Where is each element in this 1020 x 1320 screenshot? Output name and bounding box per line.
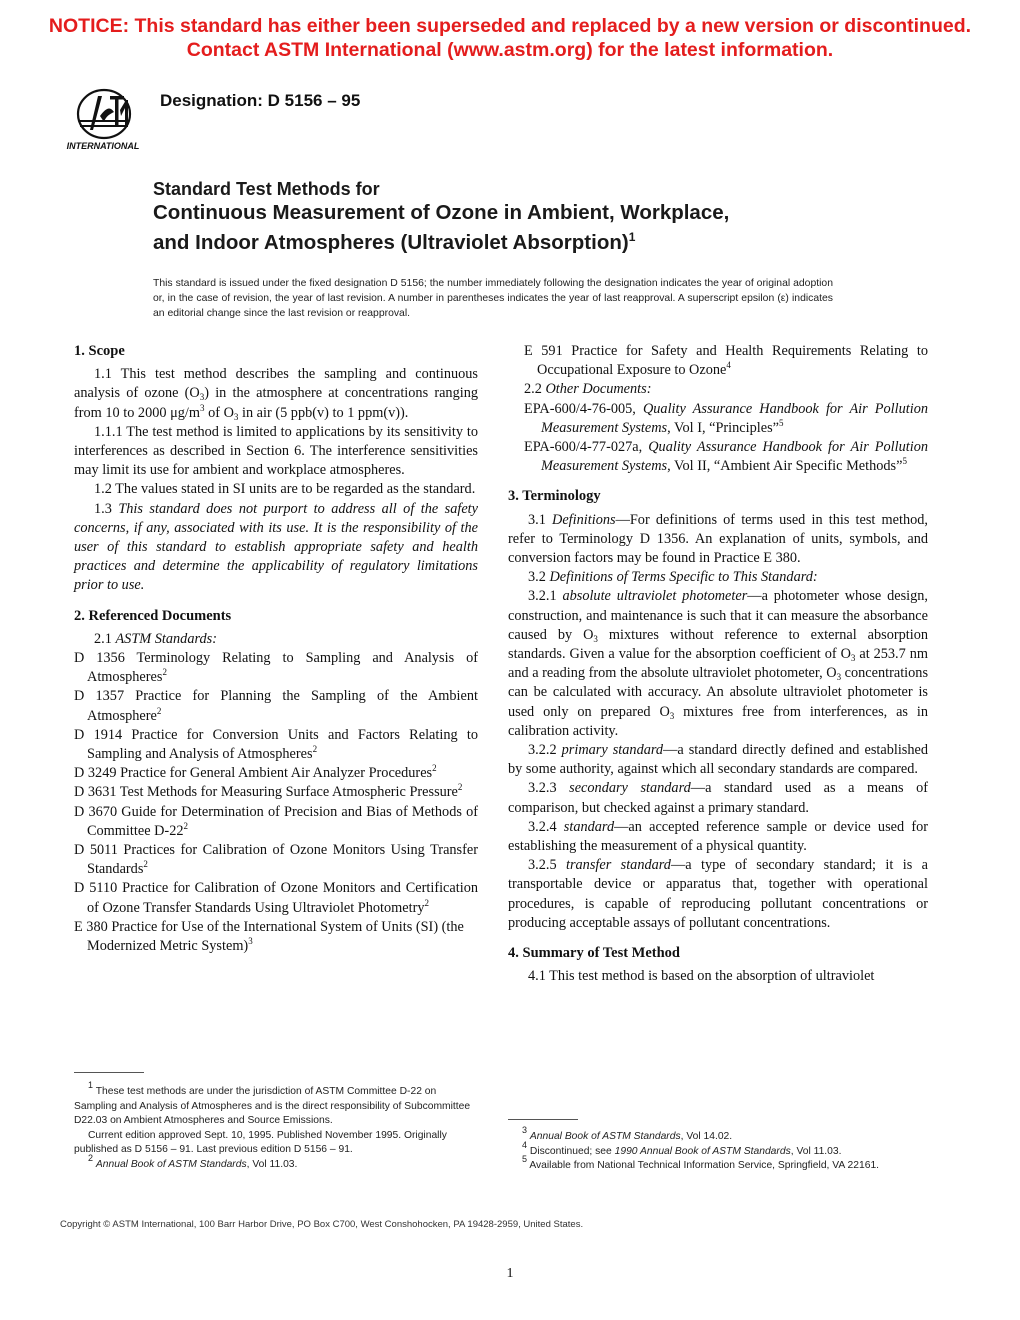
title-line-3: and Indoor Atmospheres (Ultraviolet Absorption) [153,230,629,254]
para-3-2: 3.2 Definitions of Terms Specific to This Standard: [528,569,818,586]
footnote-rule [508,1119,578,1120]
issuance-note: This standard is issued under the fixed designation D 5156; the number immediately following the designation indicates the year of original adoption or, in the case of revision, the year of last revision. A number in parentheses indicates the year of last reapproval. A superscript epsilon (ε) indicates an editorial change since the last revision or reapproval. [153,278,833,319]
title-line-2: Continuous Measurement of Ozone in Ambient, Workplace, [153,201,730,224]
section-2-heading: 2. Referenced Documents [74,607,232,624]
para-1-2: 1.2 The values stated in SI units are to be regarded as the standard. [94,481,476,498]
ref-item: E 380 Practice for Use of the International System of Units (SI) (the Modernized Metric System)$^3$ [74,918,464,955]
ref-item: D 3631 Test Methods for Measuring Surface Atmospheric Pressure$^2$ [74,782,463,801]
para-3-2-5: 3.2.5 transfer standard—a type of secondary standard; it is a transportable device or apparatus that, together with operational procedures, is capable of reproducing pollutant concentrations or producing acceptable assays of pollutant concentrations. [508,857,929,931]
footnote-4: 4 Discontinued; see 1990 Annual Book of ASTM Standards, Vol 11.03. [522,1139,842,1157]
left-column [74,342,478,956]
document-title [153,178,873,255]
ref-item: D 5110 Practice for Calibration of Ozone Monitors and Certification of Ozone Transfer Standards Using Ultraviolet Photometry$^2$ [74,880,478,916]
ref-item: D 1914 Practice for Conversion Units and Factors Relating to Sampling and Analysis of Atmospheres$^2$ [74,726,478,763]
astm-standards-label: 2.1 ASTM Standards: [94,630,217,647]
right-column [508,342,929,987]
section-3-heading: 3. Terminology [508,488,601,505]
other-documents-label: 2.2 Other Documents: [524,381,652,398]
astm-logo [60,86,146,152]
footnote-2: 2 Annual Book of ASTM Standards, Vol 11.03. [88,1152,298,1170]
notice-line-2: Contact ASTM International (www.astm.org) for the latest information. [186,39,834,61]
para-3-2-3: 3.2.3 secondary standard—a standard used as a means of comparison, but checked against a primary standard. [508,780,928,816]
ref-item: E 591 Practice for Safety and Health Requirements Relating to Occupational Exposure to Ozone$^4$ [524,343,928,379]
ref-item: D 3249 Practice for General Ambient Air Analyzer Procedures$^2$ [74,763,437,782]
other-doc-2: EPA-600/4-77-027a, Quality Assurance Handbook for Air Pollution Measurement Systems, Vol II, “Ambient Air Specific Methods”$^5$ [524,439,928,475]
left-footnotes [74,1072,478,1172]
para-1-3: 1.3 This standard does not purport to address all of the safety concerns, if any, associated with its use. It is the responsibility of the user of this standard to establish appropriate safety and health practices and determine the applicability of regulatory limitations prior to use. [74,500,478,594]
ref-item: D 3670 Guide for Determination of Precision and Bias of Methods of Committee $D-22^2$ [74,803,478,839]
para-3-1: 3.1 Definitions—For definitions of terms used in this test method, refer to Terminology D 1356. An explanation of units, symbols, and conversion factors may be found in Practice E 380. [508,511,928,567]
para-3-2-2: 3.2.2 primary standard—a standard directly defined and established by some authority, against which all secondary standards are compared. [508,742,929,778]
footnote-1-edition: Current edition approved Sept. 10, 1995. Published November 1995. Originally published as D 5156 – 91. Last previous edition D 5156 – 91. [74,1129,447,1155]
para-4-1: 4.1 This test method is based on the absorption of ultraviolet [528,968,875,985]
ref-item: D 5011 Practices for Calibration of Ozone Monitors Using Transfer Standards$^2$ [74,842,478,878]
page-number: 1 [506,1266,514,1281]
section-4-heading: 4. Summary of Test Method [508,945,680,962]
title-line-1: Standard Test Methods for [153,179,380,199]
supersession-notice [0,14,1020,62]
notice-line-1: NOTICE: This standard has either been superseded and replaced by a new version or discontinued. [48,15,972,37]
para-3-2-4: 3.2.4 standard—an accepted reference sample or device used for establishing the measurement of a physical quantity. [508,818,928,855]
para-3-2-1: 3.2.1 absolute ultraviolet photometer—a photometer whose design, construction, and maintenance is such that it can measure the absorbance caused by $O_3$ mixtures without reference to external absorption standards. Given a value for the absorption coefficient of $O_3$ at 253.7 nm and a reading from the absolute ultraviolet photometer, $O_3$ concentrations can be calculated with accuracy. An absolute ultraviolet photometer is used only on prepared $O_3$ mixtures free from interferences, as in calibration activity. [508,588,929,739]
footnote-1: 1 These test methods are under the jurisdiction of ASTM Committee D-22 on Sampling and Analysis of Atmospheres and is the direct responsibility of Subcommittee D22.03 on Ambient Atmospheres and Source Emissions. [74,1080,471,1126]
section-1-heading: 1. Scope [74,343,125,359]
right-footnotes [508,1119,928,1174]
ref-item: D 1356 Terminology Relating to Sampling and Analysis of Atmospheres$^2$ [74,650,478,686]
title-footnote-mark: 1 [628,230,636,244]
copyright-line: Copyright © ASTM International, 100 Barr Harbor Drive, PO Box C700, West Conshohocken, PA 19428-2959, United States. [60,1219,584,1230]
para-1-1-1: 1.1.1 The test method is limited to applications by its sensitivity to interferences as described in Section 6. The interference sensitivities may limit its use for ambient and workplace atmospheres. [74,423,478,479]
logo-text: INTERNATIONAL [66,141,140,151]
ref-item: D 1357 Practice for Planning the Sampling of the Ambient Atmosphere$^2$ [74,688,478,724]
other-doc-1: EPA-600/4-76-005, Quality Assurance Handbook for Air Pollution Measurement Systems, Vol I, “Principles”$^5$ [524,400,929,436]
footnote-5: 5 Available from National Technical Information Service, Springfield, VA 22161. [522,1154,880,1171]
footnote-rule [74,1072,144,1073]
para-1-1: 1.1 This test method describes the sampling and continuous analysis of ozone $(O_3)$ in the atmosphere at concentrations ranging from 10 to 2000 $\mu g/m^3$ of $O_3$ in air (5 ppb(v) to 1 ppm(v)). [74,366,478,422]
designation: Designation: D 5156 – 95 [160,91,361,110]
footnote-3: 3 Annual Book of ASTM Standards, Vol 14.02. [522,1125,733,1142]
